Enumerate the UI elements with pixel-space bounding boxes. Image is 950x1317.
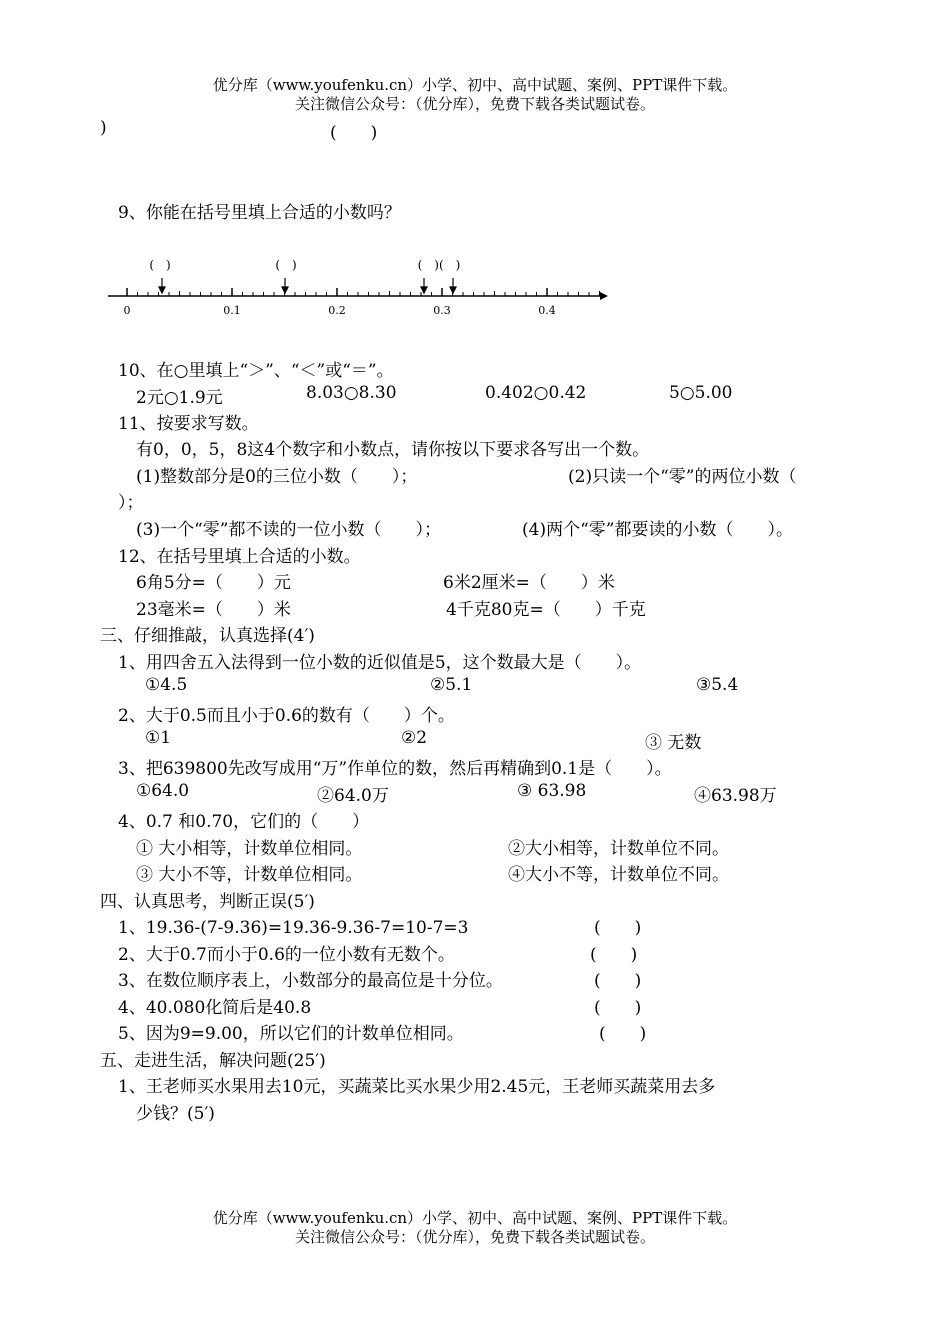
tick-label-0.3: 0.3 [433, 304, 451, 317]
tick-label-0: 0 [123, 304, 131, 317]
tick-label-0.2: 0.2 [328, 304, 346, 317]
s3-q1-opt-3: ③5.4 [696, 675, 739, 695]
s4-item-4: 4、40.080化简后是40.8 [118, 998, 312, 1018]
q11-part-4: (4)两个“零”都要读的小数（ ）。 [522, 520, 793, 540]
s3-q2: 2、大于0.5而且小于0.6的数有（ ）个。 [118, 706, 455, 726]
q10-item-2: 8.03○8.30 [306, 383, 397, 403]
s3-q4: 4、0.7 和0.70，它们的（ ） [118, 812, 370, 832]
section-3-title: 三、仔细推敲，认真选择(4′) [100, 626, 315, 646]
fragment-blank: ( ) [330, 123, 378, 143]
q11-part-2: (2)只读一个“零”的两位小数（ [568, 467, 797, 487]
s3-q1: 1、用四舍五入法得到一位小数的近似值是5，这个数最大是（ ）。 [118, 653, 642, 673]
q10-item-4: 5○5.00 [669, 383, 733, 403]
number-line [100, 250, 620, 320]
tick-label-0.4: 0.4 [538, 304, 556, 317]
s3-q3-opt-4: ④63.98万 [694, 786, 777, 806]
section-4-title: 四、认真思考，判断正误(5′) [100, 892, 315, 912]
q12-item-3: 23毫米=（ ）米 [136, 600, 291, 620]
s5-q1-line-2: 少钱？(5′) [136, 1104, 215, 1124]
s4-bracket-3: ( ) [594, 971, 642, 991]
blank-1: ( ) [149, 258, 171, 272]
s3-q2-opt-3: ③ 无数 [645, 733, 702, 753]
blank-3-4: ( )( ) [417, 258, 461, 272]
header-line-2: 关注微信公众号：（优分库），免费下载各类试题试卷。 [294, 95, 655, 113]
footer-line-2: 关注微信公众号：（优分库），免费下载各类试题试卷。 [294, 1228, 655, 1246]
s3-q2-opt-2: ②2 [401, 728, 428, 748]
q11-part-2-end: ）； [118, 493, 144, 513]
s4-bracket-5: ( ) [599, 1024, 647, 1044]
q11-part-3: (3)一个“零”都不读的一位小数（ ）； [136, 520, 441, 540]
tick-label-0.1: 0.1 [223, 304, 241, 317]
number-line-arrowhead [600, 292, 608, 300]
blank-2: ( ) [275, 258, 297, 272]
s3-q1-opt-1: ①4.5 [145, 675, 188, 695]
header-line-1: 优分库（www.youfenku.cn）小学、初中、高中试题、案例、PPT课件下载。 [212, 76, 738, 94]
s3-q3: 3、把639800先改写成用“万”作单位的数，然后再精确到0.1是（ ）。 [118, 759, 672, 779]
s3-q3-opt-2: ②64.0万 [317, 786, 389, 806]
q10-title: 10、在○里填上“＞”、“＜”或“＝”。 [118, 361, 394, 381]
number-line-ticks [127, 288, 600, 296]
s4-item-1: 1、19.36-(7-9.36)=19.36-9.36-7=10-7=3 [118, 918, 469, 938]
s3-q3-opt-3: ③ 63.98 [517, 781, 587, 801]
s3-q4-opt-4: ④大小不等，计数单位不同。 [508, 865, 729, 885]
s4-bracket-2: ( ) [590, 945, 638, 965]
fragment-close-paren: ) [100, 118, 107, 138]
s4-item-5: 5、因为9=9.00，所以它们的计数单位相同。 [118, 1024, 464, 1044]
s4-item-3: 3、在数位顺序表上，小数部分的最高位是十分位。 [118, 971, 503, 991]
s3-q4-opt-3: ③ 大小不等，计数单位相同。 [136, 865, 363, 885]
q12-title: 12、在括号里填上合适的小数。 [118, 547, 361, 567]
q12-item-2: 6米2厘米=（ ）米 [443, 573, 615, 593]
footer-line-1: 优分库（www.youfenku.cn）小学、初中、高中试题、案例、PPT课件下载。 [212, 1209, 738, 1227]
s3-q1-opt-2: ②5.1 [430, 675, 473, 695]
s4-item-2: 2、大于0.7而小于0.6的一位小数有无数个。 [118, 945, 455, 965]
s3-q4-opt-2: ②大小相等，计数单位不同。 [508, 839, 729, 859]
section-5-title: 五、走进生活，解决问题(25′) [100, 1051, 326, 1071]
s3-q3-opt-1: ①64.0 [136, 781, 190, 801]
s4-bracket-1: ( ) [594, 918, 642, 938]
q12-item-4: 4千克80克=（ ）千克 [446, 600, 646, 620]
s3-q4-opt-1: ① 大小相等，计数单位相同。 [136, 839, 363, 859]
q10-item-3: 0.402○0.42 [485, 383, 587, 403]
s4-bracket-4: ( ) [594, 998, 642, 1018]
q10-item-1: 2元○1.9元 [136, 388, 223, 408]
q11-part-1: (1)整数部分是0的三位小数（ ）； [136, 467, 418, 487]
q12-item-1: 6角5分=（ ）元 [136, 573, 291, 593]
q11-intro: 有0，0，5，8这4个数字和小数点，请你按以下要求各写出一个数。 [136, 440, 650, 460]
pointer-arrows [159, 278, 456, 293]
s5-q1-line-1: 1、王老师买水果用去10元，买蔬菜比买水果少用2.45元，王老师买蔬菜用去多 [118, 1077, 716, 1097]
q9-title: 9、你能在括号里填上合适的小数吗？ [118, 203, 401, 223]
s3-q2-opt-1: ①1 [145, 728, 172, 748]
q11-title: 11、按要求写数。 [118, 414, 259, 434]
